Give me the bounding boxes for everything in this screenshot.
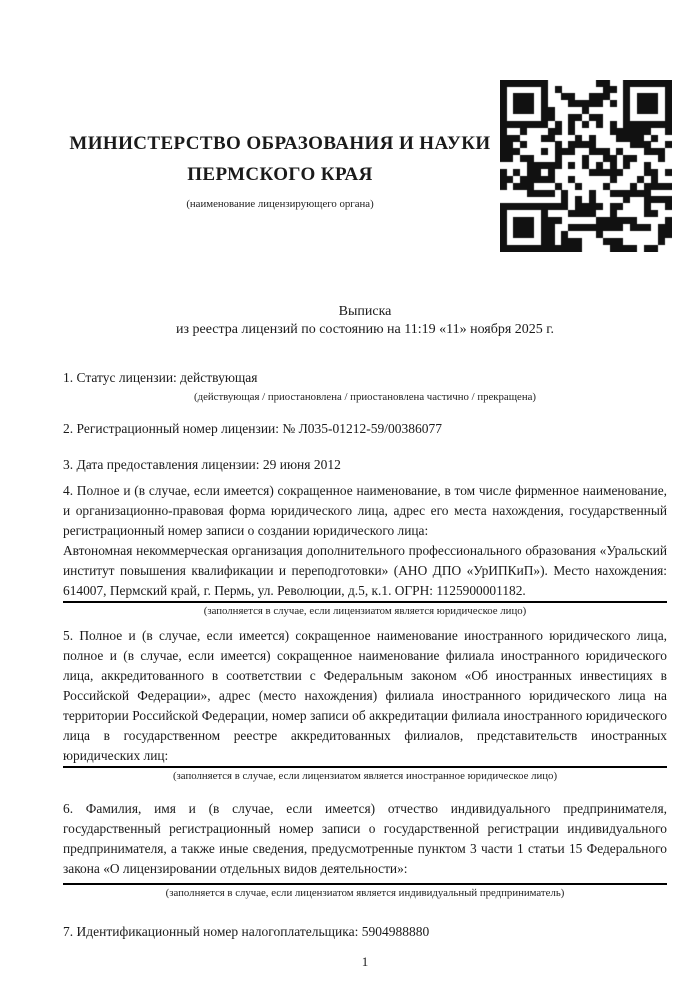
legal-entity-answer: Автономная некоммерческая организация дополнительного профессионального образования «Уральский институт повышения квалификации и переподготовки» (АНО ДПО «УрИПКиП»). Место нахождения: 614007, Пермский край, г. Пермь, ул. Революции, д.5, к.1. ОГРН: 1125900001182.	[63, 543, 667, 598]
separator-line-individual-entrepreneur	[63, 883, 667, 885]
qr-code-icon	[500, 80, 672, 252]
separator-line-foreign-entity	[63, 766, 667, 768]
foreign-entity-fill-note: (заполняется в случае, если лицензиатом является иностранное юридическое лицо)	[172, 770, 558, 782]
qr-code-container	[500, 80, 672, 252]
individual-entrepreneur-question: 6. Фамилия, имя и (в случае, если имеется) отчество индивидуального предпринимателя, государственный регистрационный номер записи о государственной регистрации индивидуального предпринимателя, а также иные сведения, предусмотренные пунктом 3 части 1 статьи 15 Федерального закона «О лицензировании отдельных видов деятельности»:	[63, 801, 667, 876]
page-number: 1	[361, 954, 369, 969]
licensing-authority-note: (наименование лицензирующего органа)	[186, 198, 374, 210]
license-status-line: 1. Статус лицензии: действующая	[63, 370, 258, 385]
legal-entity-fill-note: (заполняется в случае, если лицензиатом является юридическое лицо)	[203, 605, 527, 617]
license-status-options-note: (действующая / приостановлена / приостановлена частично / прекращена)	[194, 391, 536, 403]
foreign-entity-question: 5. Полное и (в случае, если имеется) сокращенное наименование иностранного юридического лица, полное и (в случае, если имеется) сокращенное наименование филиала иностранного юридического лица, аккредитованного в соответствии с Федеральным законом «Об иностранных инвестициях в Российской Федерации», адрес (место нахождения) филиала иностранного юридического лица на территории Российской Федерации, номер записи об аккредитации филиала иностранного юридического лица в государственном реестре аккредитованных филиалов, представительств иностранных юридических лиц:	[63, 628, 667, 763]
individual-entrepreneur-fill-note: (заполняется в случае, если лицензиатом является индивидуальный предприниматель)	[165, 887, 565, 899]
grant-date-line: 3. Дата предоставления лицензии: 29 июня 2012	[63, 457, 341, 472]
document-subtitle: из реестра лицензий по состоянию на 11:19 «11» ноября 2025 г.	[176, 322, 554, 337]
document-body	[63, 303, 667, 972]
ministry-header	[63, 128, 497, 211]
document-title: Выписка	[338, 304, 392, 319]
registration-number-line: 2. Регистрационный номер лицензии: № Л035-01212-59/00386077	[63, 421, 443, 436]
legal-entity-question: 4. Полное и (в случае, если имеется) сокращенное наименование, в том числе фирменное наименование, и организационно-правовая форма юридического лица, адрес его места нахождения, государственный регистрационный номер записи о создании юридического лица:	[63, 483, 667, 538]
ministry-name-line1: МИНИСТЕРСТВО ОБРАЗОВАНИЯ И НАУКИ	[69, 133, 491, 154]
separator-line-legal-entity	[63, 601, 667, 603]
ministry-name-line2: ПЕРМСКОГО КРАЯ	[187, 164, 373, 185]
taxpayer-id-line: 7. Идентификационный номер налогоплательщика: 5904988880	[63, 924, 430, 939]
